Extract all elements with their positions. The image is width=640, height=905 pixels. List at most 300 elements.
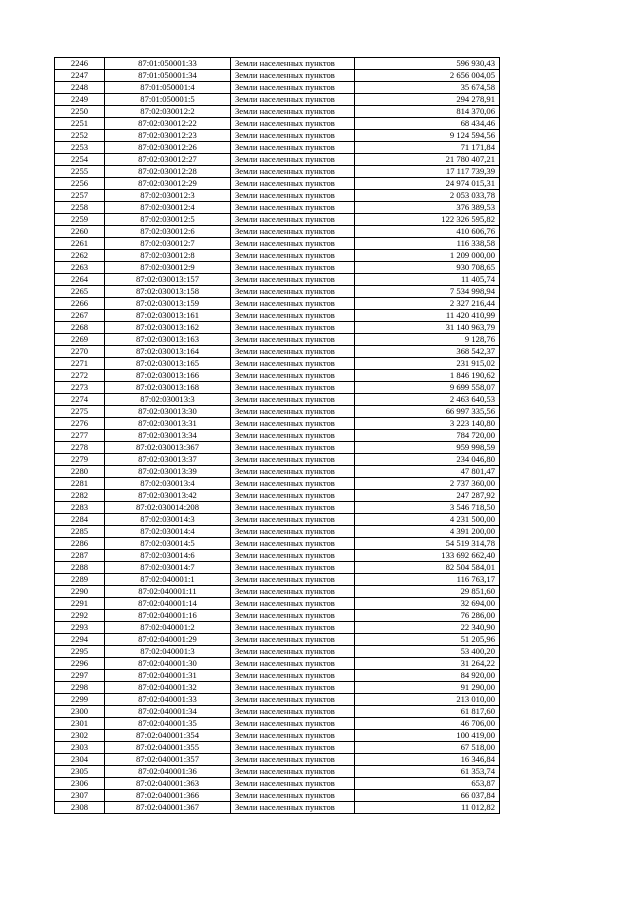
cadastral-value-cell: 814 370,06: [355, 106, 500, 118]
land-category-cell: Земли населенных пунктов: [231, 382, 355, 394]
table-row: [55, 274, 500, 286]
table-row: [55, 202, 500, 214]
cadastral-number-cell: 87:02:030012:29: [105, 178, 231, 190]
land-category-cell: Земли населенных пунктов: [231, 286, 355, 298]
land-category-cell: Земли населенных пунктов: [231, 586, 355, 598]
row-number-cell: 2269: [55, 334, 105, 346]
table-row: [55, 130, 500, 142]
cadastral-value-cell: 213 010,00: [355, 694, 500, 706]
row-number-cell: 2280: [55, 466, 105, 478]
table-row: [55, 286, 500, 298]
table-row: [55, 610, 500, 622]
cadastral-number-cell: 87:02:040001:34: [105, 706, 231, 718]
land-category-cell: Земли населенных пунктов: [231, 202, 355, 214]
row-number-cell: 2302: [55, 730, 105, 742]
table-row: [55, 682, 500, 694]
cadastral-number-cell: 87:02:030013:158: [105, 286, 231, 298]
row-number-cell: 2259: [55, 214, 105, 226]
land-category-cell: Земли населенных пунктов: [231, 778, 355, 790]
land-category-cell: Земли населенных пунктов: [231, 322, 355, 334]
table-row: [55, 58, 500, 70]
table-row: [55, 562, 500, 574]
cadastral-number-cell: 87:02:030013:159: [105, 298, 231, 310]
cadastral-value-cell: 61 353,74: [355, 766, 500, 778]
cadastral-number-cell: 87:02:030012:3: [105, 190, 231, 202]
table-row: [55, 154, 500, 166]
cadastral-number-cell: 87:02:030012:27: [105, 154, 231, 166]
cadastral-number-cell: 87:02:030013:162: [105, 322, 231, 334]
cadastral-value-table: [54, 57, 500, 814]
table-row: [55, 670, 500, 682]
row-number-cell: 2252: [55, 130, 105, 142]
cadastral-value-cell: 67 518,00: [355, 742, 500, 754]
table-row: [55, 778, 500, 790]
row-number-cell: 2270: [55, 346, 105, 358]
cadastral-value-cell: 4 231 500,00: [355, 514, 500, 526]
land-category-cell: Земли населенных пунктов: [231, 346, 355, 358]
row-number-cell: 2265: [55, 286, 105, 298]
land-category-cell: Земли населенных пунктов: [231, 610, 355, 622]
row-number-cell: 2267: [55, 310, 105, 322]
row-number-cell: 2247: [55, 70, 105, 82]
cadastral-number-cell: 87:02:030013:34: [105, 430, 231, 442]
cadastral-number-cell: 87:02:030012:5: [105, 214, 231, 226]
land-category-cell: Земли населенных пунктов: [231, 538, 355, 550]
row-number-cell: 2297: [55, 670, 105, 682]
table-row: [55, 514, 500, 526]
cadastral-value-cell: 53 400,20: [355, 646, 500, 658]
cadastral-number-cell: 87:02:030013:166: [105, 370, 231, 382]
cadastral-number-cell: 87:02:040001:35: [105, 718, 231, 730]
table-row: [55, 454, 500, 466]
row-number-cell: 2284: [55, 514, 105, 526]
row-number-cell: 2281: [55, 478, 105, 490]
table-row: [55, 370, 500, 382]
cadastral-value-cell: 1 846 190,62: [355, 370, 500, 382]
land-category-cell: Земли населенных пунктов: [231, 490, 355, 502]
table-row: [55, 250, 500, 262]
row-number-cell: 2258: [55, 202, 105, 214]
cadastral-number-cell: 87:02:030013:31: [105, 418, 231, 430]
table-row: [55, 82, 500, 94]
cadastral-value-cell: 11 420 410,99: [355, 310, 500, 322]
cadastral-number-cell: 87:02:040001:11: [105, 586, 231, 598]
table-row: [55, 742, 500, 754]
cadastral-number-cell: 87:02:030012:28: [105, 166, 231, 178]
cadastral-number-cell: 87:02:040001:367: [105, 802, 231, 814]
cadastral-value-cell: 68 434,46: [355, 118, 500, 130]
cadastral-value-cell: 959 998,59: [355, 442, 500, 454]
cadastral-value-cell: 653,87: [355, 778, 500, 790]
table-row: [55, 754, 500, 766]
cadastral-number-cell: 87:02:030013:4: [105, 478, 231, 490]
cadastral-number-cell: 87:02:030013:30: [105, 406, 231, 418]
cadastral-number-cell: 87:01:050001:4: [105, 82, 231, 94]
row-number-cell: 2299: [55, 694, 105, 706]
cadastral-number-cell: 87:02:030013:163: [105, 334, 231, 346]
table-row: [55, 226, 500, 238]
land-category-cell: Земли населенных пунктов: [231, 574, 355, 586]
row-number-cell: 2255: [55, 166, 105, 178]
row-number-cell: 2294: [55, 634, 105, 646]
table-row: [55, 646, 500, 658]
land-category-cell: Земли населенных пунктов: [231, 634, 355, 646]
row-number-cell: 2288: [55, 562, 105, 574]
land-category-cell: Земли населенных пунктов: [231, 358, 355, 370]
cadastral-number-cell: 87:02:030014:4: [105, 526, 231, 538]
land-category-cell: Земли населенных пунктов: [231, 70, 355, 82]
cadastral-value-cell: 31 140 963,79: [355, 322, 500, 334]
row-number-cell: 2246: [55, 58, 105, 70]
land-category-cell: Земли населенных пунктов: [231, 238, 355, 250]
land-category-cell: Земли населенных пунктов: [231, 622, 355, 634]
table-row: [55, 622, 500, 634]
table-row: [55, 346, 500, 358]
cadastral-number-cell: 87:02:040001:29: [105, 634, 231, 646]
cadastral-value-cell: 32 694,00: [355, 598, 500, 610]
row-number-cell: 2301: [55, 718, 105, 730]
table-row: [55, 214, 500, 226]
table-row: [55, 526, 500, 538]
land-category-cell: Земли населенных пунктов: [231, 562, 355, 574]
land-category-cell: Земли населенных пунктов: [231, 166, 355, 178]
table-row: [55, 358, 500, 370]
table-row: [55, 634, 500, 646]
table-row: [55, 238, 500, 250]
cadastral-value-cell: 3 546 718,50: [355, 502, 500, 514]
land-category-cell: Земли населенных пунктов: [231, 526, 355, 538]
row-number-cell: 2305: [55, 766, 105, 778]
cadastral-number-cell: 87:02:030012:22: [105, 118, 231, 130]
row-number-cell: 2292: [55, 610, 105, 622]
cadastral-number-cell: 87:02:030013:157: [105, 274, 231, 286]
table-row: [55, 94, 500, 106]
land-category-cell: Земли населенных пунктов: [231, 754, 355, 766]
row-number-cell: 2261: [55, 238, 105, 250]
row-number-cell: 2257: [55, 190, 105, 202]
cadastral-value-cell: 17 117 739,39: [355, 166, 500, 178]
table-row: [55, 490, 500, 502]
land-category-cell: Земли населенных пунктов: [231, 742, 355, 754]
cadastral-value-cell: 51 205,96: [355, 634, 500, 646]
land-category-cell: Земли населенных пунктов: [231, 190, 355, 202]
cadastral-number-cell: 87:02:040001:357: [105, 754, 231, 766]
land-category-cell: Земли населенных пунктов: [231, 178, 355, 190]
land-category-cell: Земли населенных пунктов: [231, 406, 355, 418]
cadastral-number-cell: 87:02:030012:4: [105, 202, 231, 214]
row-number-cell: 2289: [55, 574, 105, 586]
cadastral-number-cell: 87:02:040001:30: [105, 658, 231, 670]
row-number-cell: 2271: [55, 358, 105, 370]
land-category-cell: Земли населенных пунктов: [231, 82, 355, 94]
table-row: [55, 802, 500, 814]
cadastral-number-cell: 87:02:040001:33: [105, 694, 231, 706]
cadastral-number-cell: 87:02:040001:366: [105, 790, 231, 802]
table-row: [55, 334, 500, 346]
cadastral-value-cell: 11 405,74: [355, 274, 500, 286]
table-row: [55, 406, 500, 418]
land-category-cell: Земли населенных пунктов: [231, 370, 355, 382]
cadastral-number-cell: 87:02:040001:1: [105, 574, 231, 586]
cadastral-value-cell: 122 326 595,82: [355, 214, 500, 226]
land-category-cell: Земли населенных пунктов: [231, 514, 355, 526]
row-number-cell: 2274: [55, 394, 105, 406]
table-row: [55, 418, 500, 430]
cadastral-value-cell: 784 720,00: [355, 430, 500, 442]
table-row: [55, 730, 500, 742]
land-category-cell: Земли населенных пунктов: [231, 766, 355, 778]
land-category-cell: Земли населенных пунктов: [231, 214, 355, 226]
table-row: [55, 442, 500, 454]
cadastral-number-cell: 87:02:030012:26: [105, 142, 231, 154]
table-row: [55, 322, 500, 334]
land-category-cell: Земли населенных пунктов: [231, 310, 355, 322]
row-number-cell: 2304: [55, 754, 105, 766]
row-number-cell: 2262: [55, 250, 105, 262]
row-number-cell: 2279: [55, 454, 105, 466]
cadastral-value-cell: 3 223 140,80: [355, 418, 500, 430]
table-row: [55, 106, 500, 118]
land-category-cell: Земли населенных пунктов: [231, 478, 355, 490]
cadastral-number-cell: 87:02:030013:42: [105, 490, 231, 502]
table-row: [55, 598, 500, 610]
land-category-cell: Земли населенных пунктов: [231, 130, 355, 142]
cadastral-value-cell: 84 920,00: [355, 670, 500, 682]
row-number-cell: 2277: [55, 430, 105, 442]
cadastral-value-cell: 7 534 998,94: [355, 286, 500, 298]
land-category-cell: Земли населенных пунктов: [231, 442, 355, 454]
table-row: [55, 382, 500, 394]
row-number-cell: 2251: [55, 118, 105, 130]
cadastral-value-cell: 61 817,60: [355, 706, 500, 718]
cadastral-value-cell: 100 419,00: [355, 730, 500, 742]
land-category-cell: Земли населенных пунктов: [231, 430, 355, 442]
cadastral-number-cell: 87:02:040001:3: [105, 646, 231, 658]
cadastral-number-cell: 87:02:030012:9: [105, 262, 231, 274]
cadastral-number-cell: 87:02:040001:16: [105, 610, 231, 622]
cadastral-number-cell: 87:02:030012:23: [105, 130, 231, 142]
land-category-cell: Земли населенных пунктов: [231, 118, 355, 130]
row-number-cell: 2273: [55, 382, 105, 394]
row-number-cell: 2303: [55, 742, 105, 754]
land-category-cell: Земли населенных пунктов: [231, 790, 355, 802]
cadastral-number-cell: 87:02:040001:355: [105, 742, 231, 754]
row-number-cell: 2287: [55, 550, 105, 562]
cadastral-number-cell: 87:02:030014:7: [105, 562, 231, 574]
cadastral-value-cell: 11 012,82: [355, 802, 500, 814]
cadastral-value-cell: 234 046,80: [355, 454, 500, 466]
cadastral-value-cell: 2 053 033,78: [355, 190, 500, 202]
cadastral-value-cell: 368 542,37: [355, 346, 500, 358]
cadastral-value-cell: 596 930,43: [355, 58, 500, 70]
cadastral-number-cell: 87:01:050001:5: [105, 94, 231, 106]
land-category-cell: Земли населенных пунктов: [231, 226, 355, 238]
land-category-cell: Земли населенных пунктов: [231, 298, 355, 310]
cadastral-number-cell: 87:02:040001:2: [105, 622, 231, 634]
cadastral-number-cell: 87:01:050001:34: [105, 70, 231, 82]
cadastral-value-cell: 66 037,84: [355, 790, 500, 802]
land-category-cell: Земли населенных пунктов: [231, 718, 355, 730]
land-category-cell: Земли населенных пунктов: [231, 334, 355, 346]
table-row: [55, 166, 500, 178]
table-row: [55, 538, 500, 550]
table-row: [55, 694, 500, 706]
land-category-cell: Земли населенных пунктов: [231, 250, 355, 262]
cadastral-number-cell: 87:02:040001:363: [105, 778, 231, 790]
table-row: [55, 502, 500, 514]
cadastral-value-cell: 91 290,00: [355, 682, 500, 694]
land-category-cell: Земли населенных пунктов: [231, 394, 355, 406]
table-row: [55, 394, 500, 406]
land-category-cell: Земли населенных пунктов: [231, 682, 355, 694]
cadastral-value-cell: 1 209 000,00: [355, 250, 500, 262]
cadastral-value-cell: 133 692 662,40: [355, 550, 500, 562]
land-category-cell: Земли населенных пунктов: [231, 262, 355, 274]
land-category-cell: Земли населенных пунктов: [231, 454, 355, 466]
cadastral-value-cell: 231 915,02: [355, 358, 500, 370]
row-number-cell: 2268: [55, 322, 105, 334]
land-category-cell: Земли населенных пунктов: [231, 154, 355, 166]
cadastral-value-cell: 76 286,00: [355, 610, 500, 622]
land-category-cell: Земли населенных пунктов: [231, 142, 355, 154]
row-number-cell: 2275: [55, 406, 105, 418]
cadastral-value-cell: 247 287,92: [355, 490, 500, 502]
row-number-cell: 2286: [55, 538, 105, 550]
cadastral-value-cell: 46 706,00: [355, 718, 500, 730]
row-number-cell: 2254: [55, 154, 105, 166]
cadastral-number-cell: 87:02:030012:8: [105, 250, 231, 262]
land-category-cell: Земли населенных пунктов: [231, 466, 355, 478]
row-number-cell: 2250: [55, 106, 105, 118]
row-number-cell: 2295: [55, 646, 105, 658]
table-row: [55, 310, 500, 322]
land-category-cell: Земли населенных пунктов: [231, 94, 355, 106]
cadastral-number-cell: 87:01:050001:33: [105, 58, 231, 70]
row-number-cell: 2308: [55, 802, 105, 814]
table-row: [55, 478, 500, 490]
cadastral-number-cell: 87:02:040001:14: [105, 598, 231, 610]
land-category-cell: Земли населенных пунктов: [231, 418, 355, 430]
cadastral-value-cell: 22 340,90: [355, 622, 500, 634]
cadastral-value-cell: 71 171,84: [355, 142, 500, 154]
cadastral-value-cell: 9 124 594,56: [355, 130, 500, 142]
cadastral-number-cell: 87:02:040001:31: [105, 670, 231, 682]
table-row: [55, 118, 500, 130]
cadastral-value-cell: 2 463 640,53: [355, 394, 500, 406]
cadastral-value-cell: 82 504 584,01: [355, 562, 500, 574]
land-category-cell: Земли населенных пунктов: [231, 550, 355, 562]
cadastral-value-cell: 24 974 015,31: [355, 178, 500, 190]
row-number-cell: 2263: [55, 262, 105, 274]
cadastral-value-cell: 66 997 335,56: [355, 406, 500, 418]
table-row: [55, 190, 500, 202]
cadastral-value-cell: 21 780 407,21: [355, 154, 500, 166]
cadastral-number-cell: 87:02:040001:32: [105, 682, 231, 694]
land-category-cell: Земли населенных пунктов: [231, 646, 355, 658]
row-number-cell: 2306: [55, 778, 105, 790]
cadastral-value-cell: 29 851,60: [355, 586, 500, 598]
table-row: [55, 766, 500, 778]
cadastral-value-cell: 930 708,65: [355, 262, 500, 274]
table-row: [55, 178, 500, 190]
row-number-cell: 2298: [55, 682, 105, 694]
cadastral-number-cell: 87:02:030013:3: [105, 394, 231, 406]
land-category-cell: Земли населенных пунктов: [231, 706, 355, 718]
cadastral-number-cell: 87:02:030013:37: [105, 454, 231, 466]
cadastral-number-cell: 87:02:030013:39: [105, 466, 231, 478]
table-body: [55, 58, 500, 814]
cadastral-number-cell: 87:02:030014:3: [105, 514, 231, 526]
row-number-cell: 2276: [55, 418, 105, 430]
cadastral-number-cell: 87:02:030013:367: [105, 442, 231, 454]
row-number-cell: 2296: [55, 658, 105, 670]
cadastral-number-cell: 87:02:030012:2: [105, 106, 231, 118]
table-row: [55, 550, 500, 562]
row-number-cell: 2285: [55, 526, 105, 538]
cadastral-number-cell: 87:02:030013:161: [105, 310, 231, 322]
row-number-cell: 2272: [55, 370, 105, 382]
cadastral-value-cell: 116 763,17: [355, 574, 500, 586]
cadastral-value-cell: 16 346,84: [355, 754, 500, 766]
row-number-cell: 2260: [55, 226, 105, 238]
row-number-cell: 2253: [55, 142, 105, 154]
cadastral-value-cell: 294 278,91: [355, 94, 500, 106]
table-row: [55, 718, 500, 730]
cadastral-number-cell: 87:02:030012:6: [105, 226, 231, 238]
table-row: [55, 586, 500, 598]
cadastral-number-cell: 87:02:030014:5: [105, 538, 231, 550]
table-row: [55, 142, 500, 154]
row-number-cell: 2282: [55, 490, 105, 502]
table-row: [55, 574, 500, 586]
cadastral-value-cell: 47 801,47: [355, 466, 500, 478]
table-row: [55, 706, 500, 718]
row-number-cell: 2283: [55, 502, 105, 514]
cadastral-value-cell: 54 519 314,78: [355, 538, 500, 550]
cadastral-value-cell: 31 264,22: [355, 658, 500, 670]
table-row: [55, 658, 500, 670]
cadastral-number-cell: 87:02:030013:165: [105, 358, 231, 370]
land-category-cell: Земли населенных пунктов: [231, 694, 355, 706]
table-row: [55, 466, 500, 478]
cadastral-number-cell: 87:02:030014:6: [105, 550, 231, 562]
row-number-cell: 2307: [55, 790, 105, 802]
row-number-cell: 2290: [55, 586, 105, 598]
cadastral-value-cell: 35 674,58: [355, 82, 500, 94]
land-category-cell: Земли населенных пунктов: [231, 502, 355, 514]
cadastral-value-cell: 376 389,53: [355, 202, 500, 214]
cadastral-value-table-container: [54, 57, 499, 814]
row-number-cell: 2249: [55, 94, 105, 106]
table-row: [55, 262, 500, 274]
cadastral-number-cell: 87:02:040001:354: [105, 730, 231, 742]
row-number-cell: 2293: [55, 622, 105, 634]
land-category-cell: Земли населенных пунктов: [231, 670, 355, 682]
table-row: [55, 298, 500, 310]
cadastral-number-cell: 87:02:030013:164: [105, 346, 231, 358]
land-category-cell: Земли населенных пунктов: [231, 658, 355, 670]
land-category-cell: Земли населенных пунктов: [231, 274, 355, 286]
cadastral-value-cell: 410 606,76: [355, 226, 500, 238]
row-number-cell: 2256: [55, 178, 105, 190]
land-category-cell: Земли населенных пунктов: [231, 802, 355, 814]
row-number-cell: 2266: [55, 298, 105, 310]
cadastral-value-cell: 9 699 558,07: [355, 382, 500, 394]
cadastral-number-cell: 87:02:030013:168: [105, 382, 231, 394]
cadastral-value-cell: 4 391 200,00: [355, 526, 500, 538]
cadastral-value-cell: 2 737 360,00: [355, 478, 500, 490]
land-category-cell: Земли населенных пунктов: [231, 598, 355, 610]
